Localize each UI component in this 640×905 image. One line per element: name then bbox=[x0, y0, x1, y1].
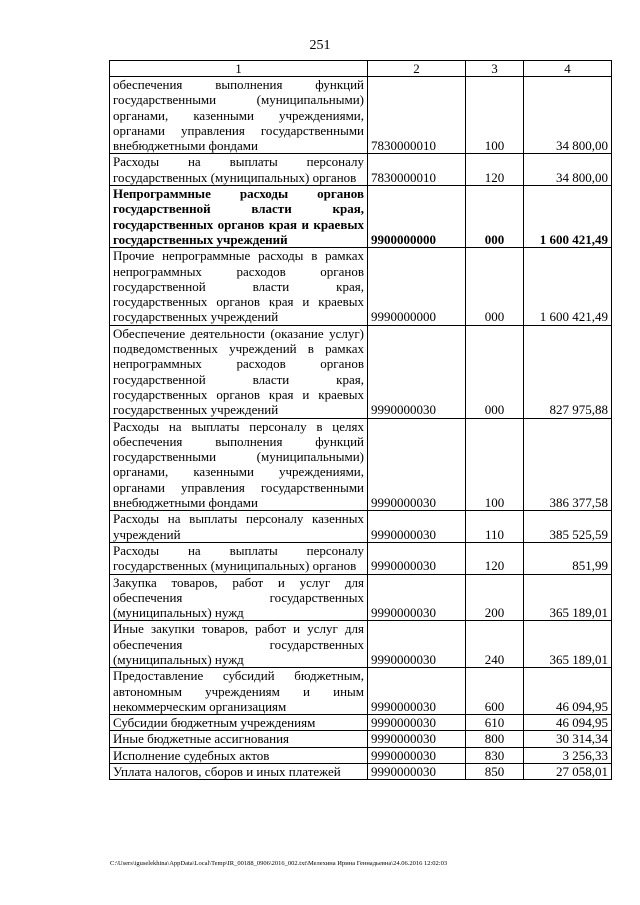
row-type-cell: 000 bbox=[466, 248, 524, 325]
row-sum-cell: 34 800,00 bbox=[524, 77, 612, 154]
row-sum-cell: 386 377,58 bbox=[524, 418, 612, 511]
row-name-cell: Непрограммные расходы органов государственной власти края, государственных органов края и краевых государственных учреждений bbox=[110, 186, 368, 248]
row-sum-cell: 1 600 421,49 bbox=[524, 186, 612, 248]
row-type-cell: 600 bbox=[466, 668, 524, 715]
row-type-cell: 830 bbox=[466, 747, 524, 763]
row-name-cell: Расходы на выплаты персоналу в целях обеспечения выполнения функций государственными (муниципальными) органами, казенными учреждениями, органами управления государственными внебюджетными фондами bbox=[110, 418, 368, 511]
row-code-cell: 9990000030 bbox=[368, 715, 466, 731]
table-row bbox=[110, 77, 612, 154]
row-type-cell: 120 bbox=[466, 154, 524, 186]
row-name-cell: Исполнение судебных актов bbox=[110, 747, 368, 763]
row-type-cell: 240 bbox=[466, 621, 524, 668]
table-row bbox=[110, 511, 612, 543]
header-col-type: 3 bbox=[466, 61, 524, 77]
row-sum-cell: 385 525,59 bbox=[524, 511, 612, 543]
row-name-cell: Прочие непрограммные расходы в рамках непрограммных расходов органов государственной власти края, государственных органов края и краевых государственных учреждений bbox=[110, 248, 368, 325]
row-sum-cell: 46 094,95 bbox=[524, 715, 612, 731]
row-type-cell: 100 bbox=[466, 77, 524, 154]
row-code-cell: 9990000000 bbox=[368, 248, 466, 325]
row-type-cell: 110 bbox=[466, 511, 524, 543]
row-name-cell: Иные закупки товаров, работ и услуг для обеспечения государственных (муниципальных) нужд bbox=[110, 621, 368, 668]
header-col-sum: 4 bbox=[524, 61, 612, 77]
table-row bbox=[110, 542, 612, 574]
table-row bbox=[110, 154, 612, 186]
row-type-cell: 610 bbox=[466, 715, 524, 731]
row-type-cell: 100 bbox=[466, 418, 524, 511]
table-row bbox=[110, 621, 612, 668]
row-sum-cell: 827 975,88 bbox=[524, 325, 612, 418]
row-name-cell: обеспечения выполнения функций государственными (муниципальными) органами, казенными учреждениями, органами управления государственными внебюджетными фондами bbox=[110, 77, 368, 154]
header-col-code: 2 bbox=[368, 61, 466, 77]
row-name-cell: Закупка товаров, работ и услуг для обеспечения государственных (муниципальных) нужд bbox=[110, 574, 368, 621]
table-row bbox=[110, 731, 612, 747]
table-row bbox=[110, 248, 612, 325]
row-sum-cell: 851,99 bbox=[524, 542, 612, 574]
row-sum-cell: 365 189,01 bbox=[524, 621, 612, 668]
row-type-cell: 200 bbox=[466, 574, 524, 621]
row-code-cell: 9990000030 bbox=[368, 731, 466, 747]
row-code-cell: 9990000030 bbox=[368, 574, 466, 621]
row-sum-cell: 1 600 421,49 bbox=[524, 248, 612, 325]
row-code-cell: 9990000030 bbox=[368, 764, 466, 780]
row-name-cell: Расходы на выплаты персоналу государственных (муниципальных) органов bbox=[110, 542, 368, 574]
table-row bbox=[110, 325, 612, 418]
row-code-cell: 9990000030 bbox=[368, 325, 466, 418]
table-row bbox=[110, 574, 612, 621]
row-name-cell: Расходы на выплаты персоналу казенных учреждений bbox=[110, 511, 368, 543]
row-type-cell: 800 bbox=[466, 731, 524, 747]
table-body bbox=[110, 77, 612, 780]
table-row bbox=[110, 418, 612, 511]
row-sum-cell: 27 058,01 bbox=[524, 764, 612, 780]
row-code-cell: 9990000030 bbox=[368, 668, 466, 715]
footer-file-path: C:\Users\iguselekhina\AppData\Local\Temp\IR_00188_0906\2016_002.txt\Мелехина Ирина Геннадьевна\24.06.2016 12:02:03 bbox=[110, 860, 448, 867]
table-row bbox=[110, 715, 612, 731]
row-name-cell: Иные бюджетные ассигнования bbox=[110, 731, 368, 747]
row-code-cell: 9990000030 bbox=[368, 511, 466, 543]
row-sum-cell: 30 314,34 bbox=[524, 731, 612, 747]
row-name-cell: Предоставление субсидий бюджетным, автономным учреждениям и иным некоммерческим организациям bbox=[110, 668, 368, 715]
row-type-cell: 000 bbox=[466, 325, 524, 418]
row-code-cell: 7830000010 bbox=[368, 154, 466, 186]
row-type-cell: 850 bbox=[466, 764, 524, 780]
row-name-cell: Уплата налогов, сборов и иных платежей bbox=[110, 764, 368, 780]
row-name-cell: Обеспечение деятельности (оказание услуг) подведомственных учреждений в рамках непрограммных расходов органов государственной власти края, государственных органов края и краевых государственных учреждений bbox=[110, 325, 368, 418]
row-type-cell: 000 bbox=[466, 186, 524, 248]
row-type-cell: 120 bbox=[466, 542, 524, 574]
table-header-row bbox=[110, 61, 612, 77]
row-code-cell: 9990000030 bbox=[368, 747, 466, 763]
row-code-cell: 9900000000 bbox=[368, 186, 466, 248]
row-sum-cell: 365 189,01 bbox=[524, 574, 612, 621]
budget-table bbox=[109, 60, 612, 780]
table-row bbox=[110, 668, 612, 715]
row-name-cell: Субсидии бюджетным учреждениям bbox=[110, 715, 368, 731]
row-name-cell: Расходы на выплаты персоналу государственных (муниципальных) органов bbox=[110, 154, 368, 186]
row-code-cell: 7830000010 bbox=[368, 77, 466, 154]
row-sum-cell: 34 800,00 bbox=[524, 154, 612, 186]
page-number: 251 bbox=[309, 38, 331, 53]
row-code-cell: 9990000030 bbox=[368, 621, 466, 668]
table-row bbox=[110, 764, 612, 780]
table-row bbox=[110, 747, 612, 763]
row-sum-cell: 3 256,33 bbox=[524, 747, 612, 763]
header-col-name: 1 bbox=[110, 61, 368, 77]
table-row bbox=[110, 186, 612, 248]
row-code-cell: 9990000030 bbox=[368, 418, 466, 511]
row-code-cell: 9990000030 bbox=[368, 542, 466, 574]
row-sum-cell: 46 094,95 bbox=[524, 668, 612, 715]
